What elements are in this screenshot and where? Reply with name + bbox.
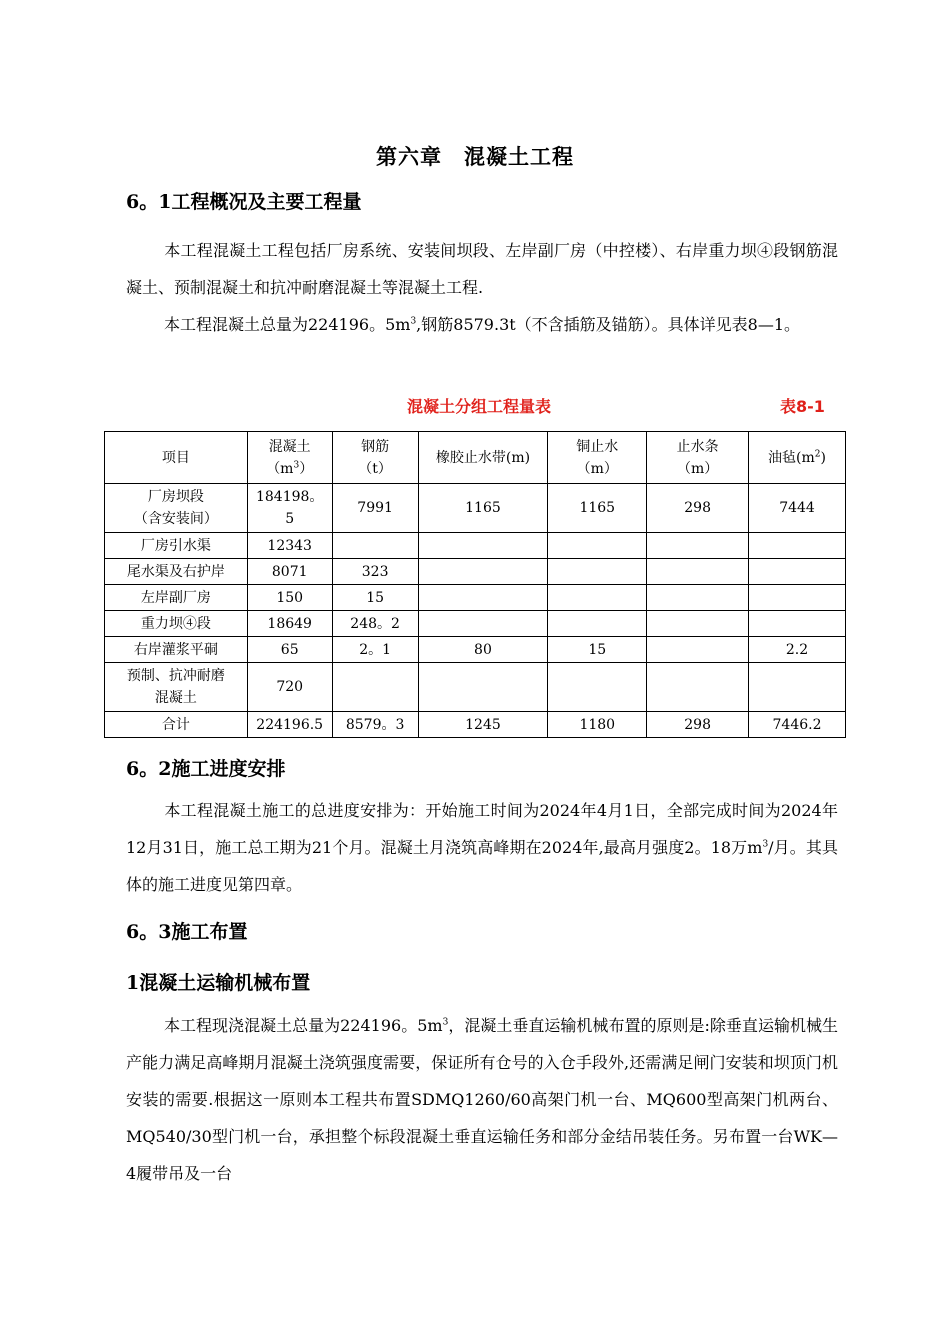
- table-row: [105, 484, 846, 533]
- paragraph-text: /月。其具体的施工进度见第四章。: [126, 838, 838, 894]
- table-header-cell: [749, 432, 846, 484]
- table-header-cell: [418, 432, 548, 484]
- header-line: （m: [266, 460, 294, 477]
- header-line: 止水条: [676, 438, 719, 455]
- table-cell: 8071: [247, 559, 332, 585]
- table-cell: [647, 533, 749, 559]
- paragraph-text: 本工程混凝土总量为224196。5m: [164, 315, 411, 334]
- table-cell: [548, 533, 647, 559]
- table-cell: 720: [247, 663, 332, 712]
- table-cell: 298: [647, 484, 749, 533]
- table-cell: 224196.5: [247, 712, 332, 738]
- header-line: （m）: [576, 460, 618, 477]
- subsection-1-paragraph: [126, 1007, 838, 1192]
- table-cell: 65: [247, 637, 332, 663]
- superscript: 3: [762, 839, 769, 850]
- table-cell: 248。2: [332, 611, 418, 637]
- table-cell: [749, 585, 846, 611]
- table-cell: 18649: [247, 611, 332, 637]
- table-cell: [647, 637, 749, 663]
- table-cell: 1165: [548, 484, 647, 533]
- header-line: 铜止水: [576, 438, 619, 455]
- table-row-label: 厂房引水渠: [105, 533, 248, 559]
- table-cell: [418, 585, 548, 611]
- table-row: [105, 637, 846, 663]
- table-cell: 2。1: [332, 637, 418, 663]
- subsection-heading-1: 1混凝土运输机械布置: [126, 972, 311, 994]
- table-cell: [749, 559, 846, 585]
- table-cell: 298: [647, 712, 749, 738]
- header-line: 项目: [161, 449, 190, 466]
- table-row-label: 预制、抗冲耐磨 混凝土: [105, 663, 248, 712]
- table-row: [105, 533, 846, 559]
- table-row-label: 右岸灌浆平硐: [105, 637, 248, 663]
- paragraph-text: ,钢筋8579.3t（不含插筋及锚筋）。具体详见表8—1。: [416, 315, 801, 334]
- table-cell: [548, 585, 647, 611]
- table-cell: [647, 559, 749, 585]
- header-line: （m）: [676, 460, 719, 477]
- table-cell: 1165: [418, 484, 548, 533]
- header-tail: ): [820, 449, 826, 466]
- table-cell: [418, 611, 548, 637]
- table-cell: [647, 663, 749, 712]
- table-cell: [332, 663, 418, 712]
- table-cell: [418, 663, 548, 712]
- table-cell: [332, 533, 418, 559]
- paragraph-text: 本工程混凝土施工的总进度安排为：开始施工时间为2024年4月1日，全部完成时间为2024年12月31日，施工总工期为21个月。混凝土月浇筑高峰期在2024年,最高月强度2。18万m: [126, 801, 838, 857]
- table-cell: 2.2: [749, 637, 846, 663]
- table-row-label: 尾水渠及右护岸: [105, 559, 248, 585]
- table-cell: 15: [332, 585, 418, 611]
- table-cell: [418, 533, 548, 559]
- table-header-row: [105, 432, 846, 484]
- section-6-1-paragraph-2: [126, 306, 838, 343]
- table-cell: 150: [247, 585, 332, 611]
- header-line: 油毡(m: [768, 449, 815, 466]
- table-row: [105, 585, 846, 611]
- section-6-2-paragraph: [126, 792, 838, 903]
- table-body: [105, 484, 846, 738]
- header-line: 钢筋: [361, 438, 390, 455]
- header-line: 橡胶止水带(m): [435, 449, 531, 466]
- table-header-cell: [105, 432, 248, 484]
- chapter-title: 第六章 混凝土工程: [376, 144, 574, 169]
- table-row: [105, 559, 846, 585]
- table-cell: 1180: [548, 712, 647, 738]
- section-heading-6-3: 6。3施工布置: [126, 921, 248, 943]
- paragraph-text: ，混凝土垂直运输机械布置的原则是:除垂直运输机械生产能力满足高峰期月混凝土浇筑强度需要，保证所有仓号的入仓手段外,还需满足闸门安装和坝顶门机安装的需要.根据这一原则本工程共布置SDMQ1260/60高架门机一台、MQ600型高架门机两台、MQ540/30型门机一台，承担整个标段混凝土垂直运输任务和部分金结吊装任务。另布置一台WK—4履带吊及一台: [126, 1016, 838, 1183]
- table-cell: [548, 663, 647, 712]
- table-row-label: 左岸副厂房: [105, 585, 248, 611]
- header-superscript: 2: [814, 448, 821, 459]
- section-heading-6-1: 6。1工程概况及主要工程量: [126, 191, 362, 213]
- table-cell: [749, 533, 846, 559]
- table-cell: [647, 611, 749, 637]
- table-row: [105, 663, 846, 712]
- table-row-label: 厂房坝段 （含安装间）: [105, 484, 248, 533]
- section-heading-6-2: 6。2施工进度安排: [126, 758, 286, 780]
- table-header-cell: [548, 432, 647, 484]
- table-row-label: 重力坝④段: [105, 611, 248, 637]
- paragraph-text: 本工程现浇混凝土总量为224196。5m: [164, 1016, 443, 1035]
- superscript: 3: [442, 1017, 449, 1028]
- table-cell: 7444: [749, 484, 846, 533]
- table-cell: 80: [418, 637, 548, 663]
- table-header-cell: [647, 432, 749, 484]
- table-caption: 混凝土分组工程量表: [407, 397, 552, 416]
- section-6-1-paragraph-1: [126, 232, 838, 306]
- table-cell: [749, 663, 846, 712]
- table-cell: 12343: [247, 533, 332, 559]
- paragraph-text: 本工程混凝土工程包括厂房系统、安装间坝段、左岸副厂房（中控楼）、右岸重力坝④段钢筋混凝土、预制混凝土和抗冲耐磨混凝土等混凝土工程.: [126, 241, 838, 297]
- table-cell: 8579。3: [332, 712, 418, 738]
- header-superscript: 3: [293, 459, 300, 470]
- table-cell: 15: [548, 637, 647, 663]
- table-cell: 1245: [418, 712, 548, 738]
- superscript: 3: [410, 316, 417, 327]
- table-cell: [749, 611, 846, 637]
- table-cell: [647, 585, 749, 611]
- table-cell: 7446.2: [749, 712, 846, 738]
- table-cell: 184198。 5: [247, 484, 332, 533]
- quantity-table: [104, 431, 846, 738]
- table-number: 表8-1: [780, 397, 825, 416]
- header-tail: ）: [299, 460, 314, 477]
- table-cell: [548, 559, 647, 585]
- table-header-cell: [247, 432, 332, 484]
- header-line: （t）: [358, 460, 392, 477]
- table-header-cell: [332, 432, 418, 484]
- table-row: [105, 611, 846, 637]
- table-cell: 7991: [332, 484, 418, 533]
- table-cell: 323: [332, 559, 418, 585]
- header-line: 混凝土: [268, 438, 311, 455]
- table-row-label: 合计: [105, 712, 248, 738]
- table-cell: [548, 611, 647, 637]
- table-cell: [418, 559, 548, 585]
- table-row: [105, 712, 846, 738]
